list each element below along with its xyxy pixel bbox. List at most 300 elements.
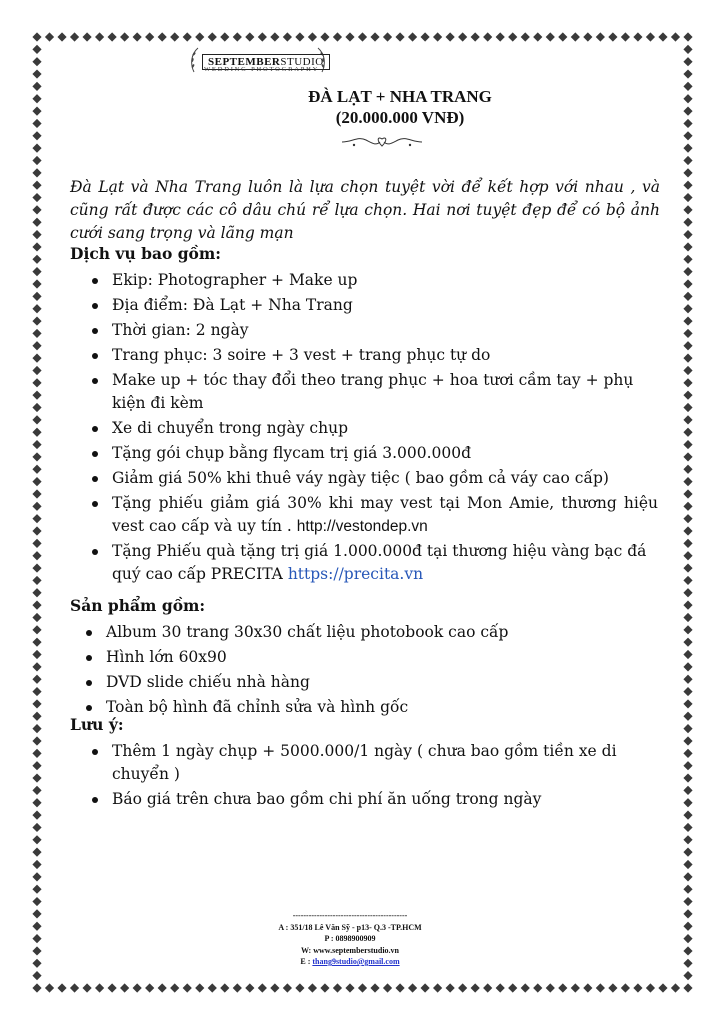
border-diamond (283, 983, 292, 992)
border-diamond (683, 477, 692, 486)
border-diamond (133, 983, 142, 992)
border-diamond (32, 292, 41, 301)
border-diamond (32, 823, 41, 832)
ornament-divider-icon (340, 132, 424, 152)
border-diamond (183, 32, 192, 41)
border-diamond (683, 82, 692, 91)
border-diamond (32, 94, 41, 103)
precita-link[interactable]: https://precita.vn (287, 565, 424, 583)
border-diamond (596, 983, 605, 992)
bullet-icon (92, 328, 98, 334)
border-diamond (32, 946, 41, 955)
border-diamond (32, 193, 41, 202)
footer-phone: P : 0898900909 (324, 934, 376, 943)
footer-contact (230, 910, 470, 968)
bullet-icon (86, 655, 92, 661)
border-diamond (358, 983, 367, 992)
border-diamond (32, 897, 41, 906)
border-diamond (433, 32, 442, 41)
border-diamond (120, 983, 129, 992)
list-item: Make up + tóc thay đổi theo trang phục + hoa tươi cầm tay + phụ kiện đi kèm (88, 369, 658, 415)
border-diamond (446, 32, 455, 41)
border-diamond (683, 144, 692, 153)
border-diamond (32, 477, 41, 486)
border-diamond (32, 773, 41, 782)
border-diamond (95, 983, 104, 992)
border-diamond (283, 32, 292, 41)
border-diamond (32, 959, 41, 968)
border-diamond (683, 897, 692, 906)
border-diamond (496, 983, 505, 992)
border-diamond (32, 514, 41, 523)
list-item: Tặng phiếu giảm giá 30% khi may vest tại Mon Amie, thương hiệu vest cao cấp và uy tín . http://vestondep.vn (88, 492, 658, 538)
border-diamond (683, 625, 692, 634)
border-diamond (658, 32, 667, 41)
border-diamond (508, 983, 517, 992)
border-diamond (683, 514, 692, 523)
list-item: Tặng gói chụp bằng flycam trị giá 3.000.000đ (88, 442, 658, 465)
border-diamond (32, 415, 41, 424)
border-diamond (683, 279, 692, 288)
bullet-icon (92, 501, 98, 507)
border-diamond (683, 724, 692, 733)
border-diamond (683, 489, 692, 498)
footer-rule: ------------------------------------------- (292, 911, 408, 920)
bullet-icon (92, 303, 98, 309)
page-title: ĐÀ LẠT + NHA TRANG (308, 87, 492, 106)
bullet-icon (92, 749, 98, 755)
border-diamond (258, 32, 267, 41)
border-diamond (120, 32, 129, 41)
vest-link[interactable]: http://vestondep.vn (296, 518, 428, 535)
border-diamond (508, 32, 517, 41)
border-diamond (533, 983, 542, 992)
border-diamond (32, 810, 41, 819)
list-item: Ekip: Photographer + Make up (88, 269, 658, 292)
border-diamond (32, 625, 41, 634)
border-diamond (471, 983, 480, 992)
border-diamond (395, 983, 404, 992)
border-diamond (683, 848, 692, 857)
border-diamond (471, 32, 480, 41)
border-diamond (32, 860, 41, 869)
border-diamond (170, 983, 179, 992)
border-diamond (483, 32, 492, 41)
border-diamond (32, 539, 41, 548)
price-subtitle: (20.000.000 VNĐ) (335, 108, 465, 127)
border-diamond (32, 502, 41, 511)
border-diamond (32, 354, 41, 363)
border-diamond (683, 354, 692, 363)
border-diamond (145, 983, 154, 992)
border-diamond (633, 32, 642, 41)
border-diamond (45, 983, 54, 992)
border-diamond (195, 32, 204, 41)
border-diamond (683, 860, 692, 869)
border-diamond (32, 588, 41, 597)
border-diamond (683, 502, 692, 511)
border-diamond (32, 341, 41, 350)
border-diamond (683, 292, 692, 301)
bullet-icon (92, 278, 98, 284)
border-diamond (683, 329, 692, 338)
border-diamond (683, 736, 692, 745)
bullet-icon (92, 476, 98, 482)
border-diamond (683, 712, 692, 721)
border-diamond (32, 57, 41, 66)
border-diamond (32, 391, 41, 400)
border-diamond (370, 983, 379, 992)
border-diamond (683, 156, 692, 165)
border-diamond (683, 650, 692, 659)
border-diamond (32, 131, 41, 140)
border-diamond (32, 205, 41, 214)
border-diamond (395, 32, 404, 41)
border-diamond (583, 983, 592, 992)
border-diamond (683, 440, 692, 449)
border-diamond (683, 316, 692, 325)
border-diamond (295, 983, 304, 992)
border-diamond (483, 983, 492, 992)
border-diamond (233, 983, 242, 992)
border-diamond (370, 32, 379, 41)
border-diamond (683, 563, 692, 572)
list-item: Trang phục: 3 soire + 3 vest + trang phục tự do (88, 344, 658, 367)
border-diamond (57, 983, 66, 992)
border-diamond (82, 983, 91, 992)
border-diamond (270, 983, 279, 992)
border-diamond (458, 32, 467, 41)
border-diamond (32, 181, 41, 190)
intro-paragraph: Đà Lạt và Nha Trang luôn là lựa chọn tuyệt vời để kết hợp với nhau , và cũng rất được các cô dâu chú rể lựa chọn. Hai nơi tuyệt đẹp để có bộ ảnh cưới sang trọng và lãng mạn (70, 178, 660, 242)
border-diamond (558, 983, 567, 992)
list-item: Tặng Phiếu quà tặng trị giá 1.000.000đ tại thương hiệu vàng bạc đá quý cao cấp PRECITA https://precita.vn (88, 540, 658, 586)
border-diamond (108, 32, 117, 41)
border-diamond (671, 32, 680, 41)
logo-wordmark: SEPTEMBERSTUDIO (202, 54, 330, 70)
border-diamond (608, 32, 617, 41)
border-diamond (32, 551, 41, 560)
bullet-icon (86, 630, 92, 636)
border-diamond (683, 391, 692, 400)
border-diamond (220, 32, 229, 41)
border-diamond (658, 983, 667, 992)
border-diamond (621, 32, 630, 41)
border-diamond (683, 131, 692, 140)
border-diamond (32, 242, 41, 251)
border-diamond (683, 934, 692, 943)
border-diamond (32, 119, 41, 128)
border-diamond (32, 922, 41, 931)
border-diamond (683, 699, 692, 708)
border-diamond (32, 576, 41, 585)
border-diamond (32, 848, 41, 857)
border-diamond (45, 32, 54, 41)
bullet-icon (92, 378, 98, 384)
border-diamond (70, 32, 79, 41)
border-diamond (32, 255, 41, 264)
border-diamond (32, 613, 41, 622)
list-item: Toàn bộ hình đã chỉnh sửa và hình gốc (82, 696, 652, 719)
bullet-icon (92, 797, 98, 803)
border-diamond (683, 601, 692, 610)
border-diamond (345, 983, 354, 992)
border-diamond (308, 32, 317, 41)
border-diamond (233, 32, 242, 41)
border-diamond (683, 341, 692, 350)
list-item: Thời gian: 2 ngày (88, 319, 658, 342)
border-diamond (70, 983, 79, 992)
border-diamond (320, 32, 329, 41)
notes-list (88, 740, 658, 813)
border-diamond (683, 613, 692, 622)
border-diamond (683, 57, 692, 66)
border-diamond (608, 983, 617, 992)
border-diamond (683, 69, 692, 78)
border-diamond (32, 316, 41, 325)
border-diamond (358, 32, 367, 41)
border-diamond (683, 366, 692, 375)
border-diamond (458, 983, 467, 992)
border-diamond (170, 32, 179, 41)
border-diamond (571, 983, 580, 992)
border-diamond (683, 526, 692, 535)
border-diamond (158, 32, 167, 41)
products-heading: Sản phẩm gồm: (70, 596, 206, 615)
border-diamond (195, 983, 204, 992)
border-diamond (683, 428, 692, 437)
border-diamond (683, 119, 692, 128)
border-diamond (683, 94, 692, 103)
border-diamond (683, 205, 692, 214)
border-diamond (383, 983, 392, 992)
border-diamond (32, 712, 41, 721)
border-diamond (245, 32, 254, 41)
border-diamond (408, 32, 417, 41)
border-diamond (683, 959, 692, 968)
border-diamond (683, 786, 692, 795)
footer-website: W: www.septemberstudio.vn (300, 945, 399, 955)
list-item: Địa điểm: Đà Lạt + Nha Trang (88, 294, 658, 317)
border-diamond (32, 144, 41, 153)
border-diamond (108, 983, 117, 992)
border-diamond (133, 32, 142, 41)
bullet-icon (92, 549, 98, 555)
list-item: Giảm giá 50% khi thuê váy ngày tiệc ( bao gồm cả váy cao cấp) (88, 467, 658, 490)
border-diamond (683, 539, 692, 548)
border-diamond (32, 761, 41, 770)
border-diamond (32, 699, 41, 708)
border-diamond (633, 983, 642, 992)
border-diamond (308, 983, 317, 992)
border-diamond (683, 946, 692, 955)
footer-address: A : 351/18 Lê Văn Sỹ - p13- Q.3 -TP.HCM (278, 922, 422, 932)
border-diamond (671, 983, 680, 992)
border-diamond (32, 786, 41, 795)
border-diamond (546, 983, 555, 992)
border-diamond (57, 32, 66, 41)
border-diamond (683, 872, 692, 881)
border-diamond (683, 983, 692, 992)
border-diamond (32, 650, 41, 659)
border-diamond (82, 32, 91, 41)
border-diamond (683, 922, 692, 931)
border-diamond (32, 601, 41, 610)
border-diamond (32, 872, 41, 881)
border-diamond (683, 823, 692, 832)
border-diamond (158, 983, 167, 992)
border-diamond (32, 69, 41, 78)
border-diamond (521, 983, 530, 992)
border-diamond (383, 32, 392, 41)
border-diamond (32, 452, 41, 461)
border-diamond (683, 415, 692, 424)
border-diamond (32, 983, 41, 992)
border-diamond (32, 724, 41, 733)
border-diamond (333, 983, 342, 992)
notes-heading: Lưu ý: (70, 715, 124, 734)
border-diamond (32, 218, 41, 227)
border-diamond (583, 32, 592, 41)
border-diamond (333, 32, 342, 41)
border-diamond (683, 761, 692, 770)
border-diamond (270, 32, 279, 41)
border-diamond (683, 638, 692, 647)
border-diamond (32, 465, 41, 474)
border-diamond (345, 32, 354, 41)
border-diamond (32, 675, 41, 684)
border-diamond (646, 983, 655, 992)
border-diamond (420, 983, 429, 992)
border-diamond (32, 403, 41, 412)
footer-email-line: E : thang9studio@gmail.com (300, 957, 400, 966)
border-diamond (208, 32, 217, 41)
border-diamond (683, 773, 692, 782)
border-diamond (446, 983, 455, 992)
border-diamond (596, 32, 605, 41)
border-diamond (32, 45, 41, 54)
email-link[interactable]: thang9studio@gmail.com (312, 957, 400, 966)
border-diamond (683, 218, 692, 227)
border-diamond (683, 675, 692, 684)
border-diamond (183, 983, 192, 992)
border-diamond (32, 687, 41, 696)
border-diamond (32, 563, 41, 572)
border-diamond (32, 526, 41, 535)
border-diamond (683, 193, 692, 202)
border-diamond (32, 638, 41, 647)
bullet-icon (92, 426, 98, 432)
border-diamond (32, 279, 41, 288)
logo-tagline: WEDDING PHOTOGRAPHY (204, 66, 320, 73)
services-list (88, 269, 658, 588)
border-diamond (95, 32, 104, 41)
bullet-icon (86, 705, 92, 711)
border-diamond (683, 452, 692, 461)
border-diamond (683, 304, 692, 313)
list-item: Thêm 1 ngày chụp + 5000.000/1 ngày ( chưa bao gồm tiền xe di chuyển ) (88, 740, 658, 786)
border-diamond (32, 662, 41, 671)
border-diamond (32, 267, 41, 276)
border-diamond (32, 107, 41, 116)
border-diamond (32, 156, 41, 165)
bullet-icon (86, 680, 92, 686)
border-diamond (683, 255, 692, 264)
border-diamond (621, 983, 630, 992)
border-diamond (683, 971, 692, 980)
border-diamond (558, 32, 567, 41)
border-diamond (571, 32, 580, 41)
border-diamond (496, 32, 505, 41)
border-diamond (320, 983, 329, 992)
border-diamond (32, 736, 41, 745)
border-diamond (220, 983, 229, 992)
border-diamond (683, 32, 692, 41)
border-diamond (683, 588, 692, 597)
border-diamond (32, 230, 41, 239)
bullet-icon (92, 451, 98, 457)
border-diamond (546, 32, 555, 41)
border-diamond (683, 168, 692, 177)
border-diamond (258, 983, 267, 992)
border-diamond (32, 749, 41, 758)
list-item: Báo giá trên chưa bao gồm chi phí ăn uống trong ngày (88, 788, 658, 811)
border-diamond (683, 107, 692, 116)
border-diamond (32, 82, 41, 91)
list-item: Album 30 trang 30x30 chất liệu photobook cao cấp (82, 621, 652, 644)
list-item: DVD slide chiếu nhà hàng (82, 671, 652, 694)
border-diamond (32, 366, 41, 375)
border-diamond (521, 32, 530, 41)
border-diamond (683, 810, 692, 819)
border-diamond (295, 32, 304, 41)
border-diamond (683, 267, 692, 276)
border-diamond (32, 329, 41, 338)
border-diamond (408, 983, 417, 992)
border-diamond (32, 168, 41, 177)
list-item: Hình lớn 60x90 (82, 646, 652, 669)
border-diamond (32, 885, 41, 894)
border-diamond (32, 835, 41, 844)
border-diamond (683, 798, 692, 807)
border-diamond (683, 45, 692, 54)
services-heading: Dịch vụ bao gồm: (70, 244, 222, 263)
border-diamond (683, 835, 692, 844)
border-diamond (683, 909, 692, 918)
border-diamond (32, 32, 41, 41)
border-diamond (646, 32, 655, 41)
border-diamond (32, 304, 41, 313)
bullet-icon (92, 353, 98, 359)
border-diamond (683, 403, 692, 412)
border-diamond (683, 242, 692, 251)
border-diamond (32, 378, 41, 387)
border-diamond (32, 798, 41, 807)
studio-logo (188, 46, 328, 78)
border-diamond (32, 909, 41, 918)
products-list (82, 621, 652, 721)
border-diamond (683, 662, 692, 671)
border-diamond (32, 971, 41, 980)
list-item: Xe di chuyển trong ngày chụp (88, 417, 658, 440)
border-diamond (208, 983, 217, 992)
border-diamond (683, 687, 692, 696)
border-diamond (533, 32, 542, 41)
border-diamond (32, 934, 41, 943)
border-diamond (683, 378, 692, 387)
border-diamond (683, 181, 692, 190)
border-diamond (683, 749, 692, 758)
